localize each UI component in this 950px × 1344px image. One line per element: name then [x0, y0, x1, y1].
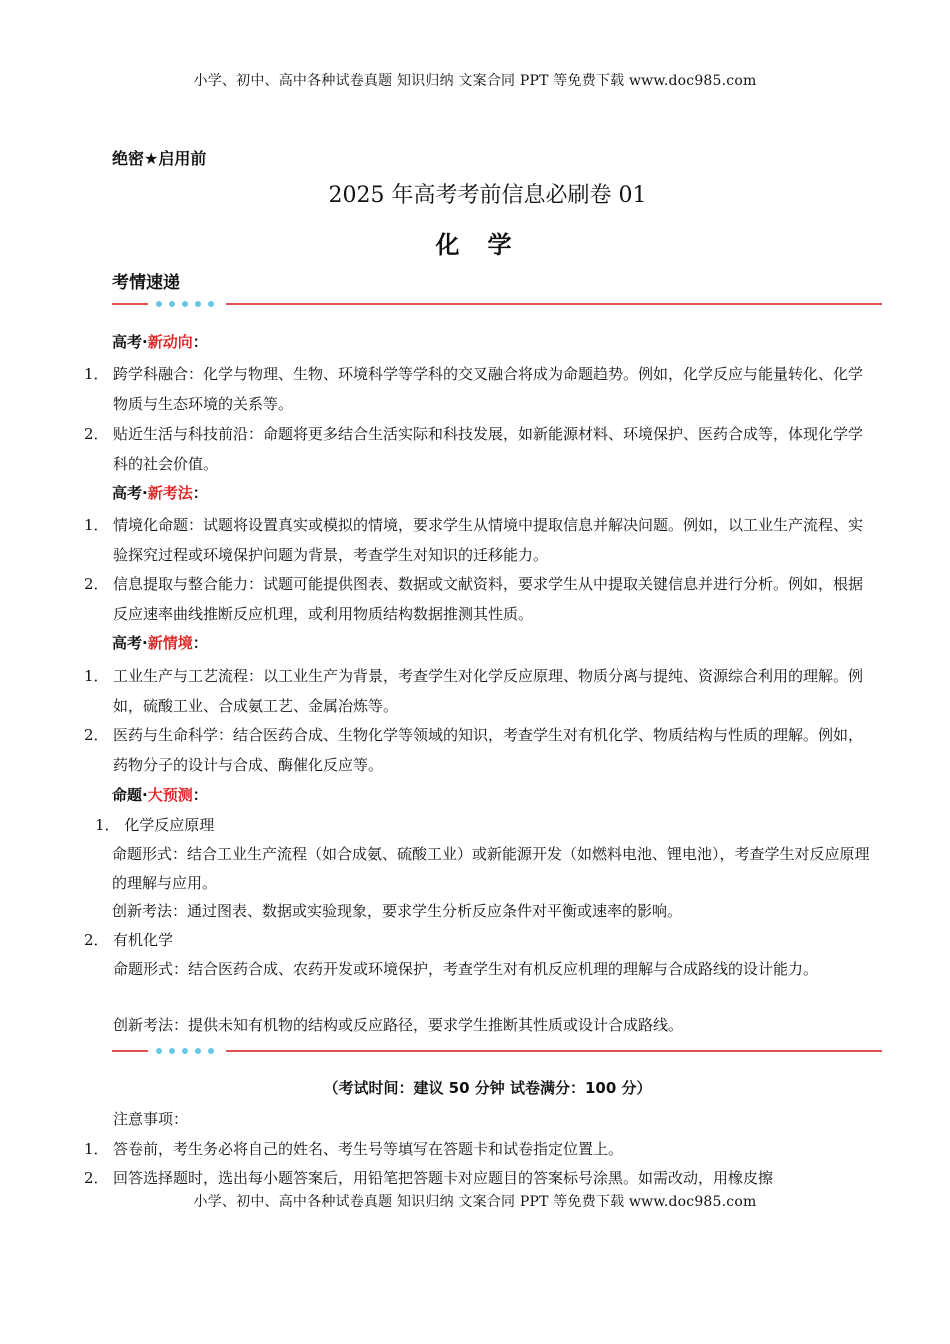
- item-text: 回答选择题时，选出每小题答案后，用铅笔把答题卡对应题目的答案标号涂黑。如需改动，用橡皮擦: [113, 1169, 774, 1187]
- dot: [156, 1048, 162, 1054]
- prediction-item-2-title: 有机化学: [113, 931, 174, 949]
- secret-label: 绝密★启用前: [112, 149, 207, 168]
- item-text: 贴近生活与科技前沿：命题将更多结合生活实际和科技发展，如新能源材料、环境保护、医药合成等，体现化学学科的社会价值。: [113, 425, 864, 473]
- subhead-new-scenario: [112, 632, 208, 653]
- item-number: 2．: [84, 575, 109, 593]
- item-number: 1．: [84, 516, 109, 534]
- dot: [195, 1048, 201, 1054]
- subhead-prefix: 高考·: [112, 333, 148, 351]
- prediction-item-2-form: 命题形式：结合医药合成、农药开发或环境保护，考查学生对有机反应机理的理解与合成路线的设计能力。: [113, 960, 819, 978]
- divider-line-left: [112, 1050, 148, 1052]
- dot: [208, 1048, 214, 1054]
- dot: [156, 301, 162, 307]
- item-number: 1．: [84, 1140, 109, 1158]
- dot: [182, 301, 188, 307]
- prediction-item-1-new: 创新考法：通过图表、数据或实验现象，要求学生分析反应条件对平衡或速率的影响。: [112, 902, 683, 920]
- list-item: [84, 510, 874, 570]
- divider-line-right: [226, 303, 882, 305]
- prediction-item-1-form: 命题形式：结合工业生产流程（如合成氨、硫酸工业）或新能源开发（如燃料电池、锂电池），考查学生对反应原理的理解与应用。: [112, 845, 870, 892]
- subhead-highlight: 新考法: [147, 484, 193, 502]
- subhead-suffix: ：: [192, 333, 208, 351]
- dot: [169, 301, 175, 307]
- item-text: 跨学科融合：化学与物理、生物、环境科学等学科的交叉融合将成为命题趋势。例如，化学反应与能量转化、化学物质与生态环境的关系等。: [113, 365, 864, 413]
- list-item: [84, 419, 874, 479]
- notes-title: 注意事项：: [113, 1110, 189, 1128]
- subhead-prediction: [112, 784, 208, 805]
- item-text: 工业生产与工艺流程：以工业生产为背景，考查学生对化学反应原理、物质分离与提纯、资源综合利用的理解。例如，硫酸工业、合成氨工艺、金属冶炼等。: [113, 667, 864, 715]
- subhead-new-trend: [112, 331, 208, 352]
- subhead-prefix: 高考·: [112, 634, 148, 652]
- page-title: 2025 年高考考前信息必刷卷 01: [328, 183, 647, 208]
- list-item: [84, 720, 874, 780]
- prediction-item-2-number: 2．: [84, 931, 109, 949]
- notes-item: [84, 1134, 874, 1164]
- subhead-suffix: ：: [192, 484, 208, 502]
- dot: [182, 1048, 188, 1054]
- list-item: [84, 661, 874, 721]
- subhead-prefix: 高考·: [112, 484, 148, 502]
- page-header: 小学、初中、高中各种试卷真题 知识归纳 文案合同 PPT 等免费下载 www.doc985.com: [193, 73, 757, 89]
- subhead-highlight: 新动向: [147, 333, 193, 351]
- item-number: 2．: [84, 726, 109, 744]
- item-text: 答卷前，考生务必将自己的姓名、考生号等填写在答题卡和试卷指定位置上。: [113, 1140, 624, 1158]
- subhead-prefix: 命题·: [112, 786, 148, 804]
- dot: [208, 301, 214, 307]
- divider-line-right: [226, 1050, 882, 1052]
- exam-info: （考试时间：建议 50 分钟 试卷满分：100 分）: [323, 1079, 652, 1097]
- item-text: 情境化命题：试题将设置真实或模拟的情境，要求学生从情境中提取信息并解决问题。例如，以工业生产流程、实验探究过程或环境保护问题为背景，考查学生对知识的迁移能力。: [113, 516, 864, 564]
- subhead-new-method: [112, 482, 208, 503]
- item-number: 1．: [84, 667, 109, 685]
- divider-dots: [156, 298, 214, 310]
- divider-bottom: [112, 1044, 882, 1058]
- divider-dots: [156, 1045, 214, 1057]
- dot: [195, 301, 201, 307]
- item-number: 2．: [84, 1169, 109, 1187]
- page-footer: 小学、初中、高中各种试卷真题 知识归纳 文案合同 PPT 等免费下载 www.doc985.com: [193, 1194, 757, 1210]
- subhead-suffix: ：: [192, 786, 208, 804]
- subhead-highlight: 大预测: [147, 786, 193, 804]
- notes-item: [84, 1163, 874, 1193]
- section-heading: 考情速递: [112, 273, 180, 293]
- item-number: 1．: [84, 365, 109, 383]
- divider-top: [112, 297, 882, 311]
- item-text: 信息提取与整合能力：试题可能提供图表、数据或文献资料，要求学生从中提取关键信息并进行分析。例如，根据反应速率曲线推断反应机理，或利用物质结构数据推测其性质。: [113, 575, 864, 623]
- prediction-item-2-new: 创新考法：提供未知有机物的结构或反应路径，要求学生推断其性质或设计合成路线。: [113, 1016, 684, 1034]
- subject-title: 化学: [435, 231, 540, 259]
- item-number: 2．: [84, 425, 109, 443]
- divider-line-left: [112, 303, 148, 305]
- list-item: [84, 569, 874, 629]
- list-item: [84, 359, 874, 419]
- dot: [169, 1048, 175, 1054]
- prediction-item-1-title: 1． 化学反应原理: [95, 816, 215, 834]
- subhead-highlight: 新情境: [147, 634, 193, 652]
- item-text: 医药与生命科学：结合医药合成、生物化学等领域的知识，考查学生对有机化学、物质结构与性质的理解。例如，药物分子的设计与合成、酶催化反应等。: [113, 726, 864, 774]
- subhead-suffix: ：: [192, 634, 208, 652]
